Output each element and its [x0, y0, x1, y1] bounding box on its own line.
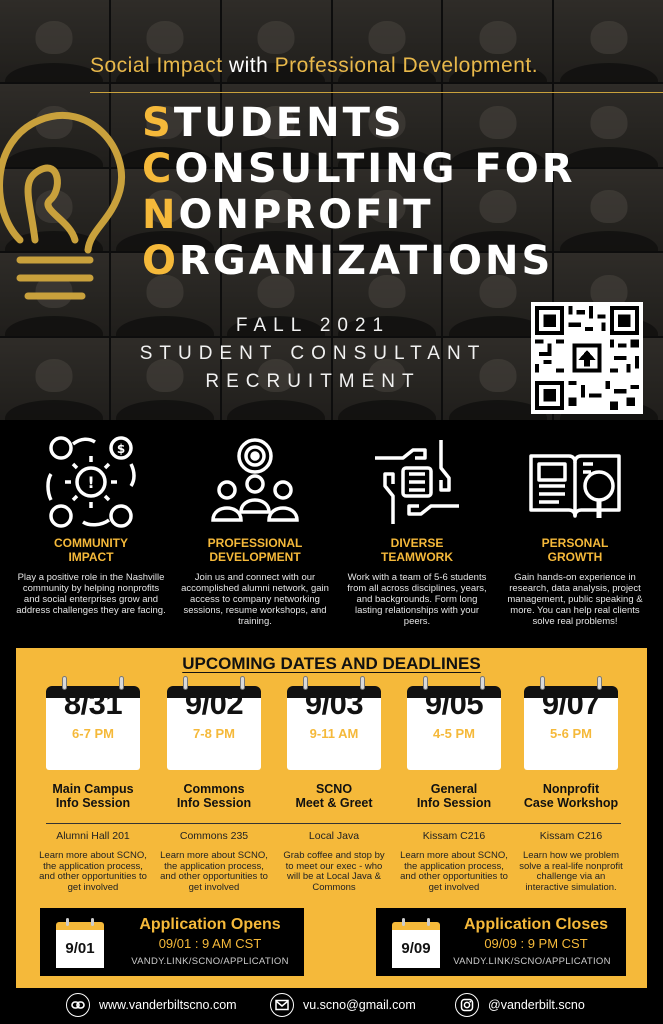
- calendar-icon: [56, 918, 104, 968]
- instagram-icon: [455, 993, 479, 1017]
- event-location: Kissam C216: [539, 830, 603, 842]
- event-description: Learn more about SCNO, the application process, and other opportunities to get involved: [39, 850, 147, 893]
- application-open-time: 09/01 : 9 AM CST: [158, 936, 262, 951]
- qr-code[interactable]: [531, 302, 643, 414]
- teamwork-hands-icon: [369, 434, 465, 530]
- event-name: [34, 782, 152, 810]
- event-name-line: Nonprofit: [542, 782, 600, 796]
- feature-title-line: DEVELOPMENT: [209, 550, 301, 564]
- calendar-icon: [287, 680, 381, 770]
- recruitment-term: FALL 2021: [235, 315, 391, 336]
- event-name-line: Main Campus: [52, 782, 134, 796]
- feature-professional-development: [180, 434, 330, 627]
- dates-section: [16, 648, 647, 988]
- title-initial: S: [142, 100, 174, 146]
- calendar-icon: [167, 680, 261, 770]
- event-location: Alumni Hall 201: [56, 830, 130, 842]
- event-location: Kissam C216: [422, 830, 486, 842]
- event-card: [395, 680, 513, 810]
- calendar-icon: [524, 680, 618, 770]
- event-name-line: Info Session: [176, 796, 252, 810]
- hero-banner: [0, 0, 663, 420]
- title-line: [142, 100, 662, 146]
- event-date: 9/02: [184, 686, 244, 721]
- feature-title-line: PROFESSIONAL: [207, 536, 303, 550]
- title-line: [142, 192, 662, 238]
- event-name: [275, 782, 393, 810]
- event-description: Learn how we problem solve a real-life nonprofit challenge via an interactive simulation.: [519, 850, 623, 893]
- event-description: Learn more about SCNO, the application process, and other opportunities to get involved: [400, 850, 508, 893]
- title-rest: ONSULTING FOR: [174, 146, 576, 192]
- community-gear-icon: [43, 434, 139, 530]
- title-line: [142, 238, 662, 284]
- dates-title: UPCOMING DATES AND DEADLINES: [182, 654, 481, 673]
- book-magnifier-icon: [527, 434, 623, 530]
- event-time: 7-8 PM: [193, 726, 235, 741]
- feature-title-line: TEAMWORK: [381, 550, 453, 564]
- application-open-day: 9/01: [65, 940, 95, 957]
- svg-text:!: !: [87, 473, 95, 492]
- feature-title-line: DIVERSE: [390, 536, 444, 550]
- event-date: 9/05: [424, 686, 484, 721]
- calendar-icon: [392, 918, 440, 968]
- event-name-line: Info Session: [416, 796, 492, 810]
- event-name-line: Case Workshop: [523, 796, 619, 810]
- application-opens-box: [40, 908, 304, 976]
- event-card: [275, 680, 393, 810]
- mail-icon: [270, 993, 294, 1017]
- event-name: [512, 782, 630, 810]
- title-line: [142, 146, 662, 192]
- features-section: [0, 420, 663, 648]
- website-contact[interactable]: [66, 992, 237, 1018]
- recruitment-role: STUDENT CONSULTANT: [139, 343, 487, 364]
- feature-title-line: GROWTH: [547, 550, 603, 564]
- recruitment-heading: [108, 312, 518, 396]
- event-name: [155, 782, 273, 810]
- event-description: Learn more about SCNO, the application process, and other opportunities to get involved: [160, 850, 268, 893]
- feature-title-line: PERSONAL: [541, 536, 609, 550]
- tagline: [90, 54, 660, 78]
- feature-community-impact: [16, 434, 166, 616]
- feature-description: Play a positive role in the Nashville community by helping nonprofits and social enterprises grow and address challenges they are facing.: [16, 572, 166, 616]
- event-card: [155, 680, 273, 810]
- tagline-divider: [90, 92, 663, 93]
- title-initial: N: [142, 192, 179, 238]
- feature-personal-growth: [500, 434, 650, 627]
- event-name-line: SCNO: [315, 782, 353, 796]
- title-rest: RGANIZATIONS: [179, 238, 554, 284]
- event-location: Commons 235: [179, 830, 249, 842]
- tagline-professional-development: Professional Development.: [274, 54, 539, 77]
- recruitment-label: RECRUITMENT: [205, 371, 421, 392]
- link-icon: [66, 993, 90, 1017]
- title-initial: C: [142, 146, 175, 192]
- feature-title-line: IMPACT: [68, 550, 114, 564]
- application-close-day: 9/09: [401, 940, 431, 957]
- feature-title: [342, 536, 492, 564]
- feature-description: Work with a team of 5-6 students from all across disciplines, years, and backgrounds. Form long lasting relationships with your peers.: [347, 572, 487, 627]
- title-rest: TUDENTS: [173, 100, 405, 146]
- event-name: [395, 782, 513, 810]
- event-name-line: Meet & Greet: [295, 796, 373, 810]
- event-name-line: Info Session: [55, 796, 131, 810]
- instagram-link[interactable]: @vanderbilt.scno: [488, 998, 585, 1012]
- application-closes-box: [376, 908, 626, 976]
- website-link[interactable]: www.vanderbiltscno.com: [99, 998, 237, 1012]
- tagline-social-impact: Social Impact: [90, 54, 223, 77]
- application-open-title: Application Opens: [139, 916, 281, 933]
- feature-title-line: COMMUNITY: [54, 536, 128, 550]
- page-title: [142, 100, 662, 284]
- event-time: 4-5 PM: [433, 726, 475, 741]
- event-name-line: General: [430, 782, 478, 796]
- email-link[interactable]: vu.scno@gmail.com: [303, 998, 416, 1012]
- event-location: Local Java: [308, 830, 360, 842]
- feature-description: Gain hands-on experience in research, data analysis, project management, public speaking & more. You can help real clients solve real problems!: [507, 572, 643, 627]
- event-card: [512, 680, 630, 810]
- event-time: 6-7 PM: [72, 726, 114, 741]
- calendar-icon: [407, 680, 501, 770]
- svg-text:$: $: [116, 442, 126, 456]
- event-date: 9/03: [304, 686, 364, 721]
- application-close-time: 09/09 : 9 PM CST: [484, 936, 588, 951]
- calendar-icon: [46, 680, 140, 770]
- lightbulb-icon: [0, 90, 130, 320]
- title-initial: O: [142, 238, 180, 284]
- feature-title: [500, 536, 650, 564]
- application-link[interactable]: VANDY.LINK/SCNO/APPLICATION: [131, 956, 289, 967]
- instagram-contact[interactable]: [455, 992, 585, 1018]
- tagline-with: with: [222, 54, 275, 77]
- event-name-line: Commons: [183, 782, 245, 796]
- event-time: 5-6 PM: [550, 726, 592, 741]
- event-date: 8/31: [63, 686, 123, 721]
- event-card: [34, 680, 152, 810]
- feature-title: [180, 536, 330, 564]
- professional-network-icon: [207, 434, 303, 530]
- title-rest: ONPROFIT: [178, 192, 434, 238]
- application-close-title: Application Closes: [463, 916, 609, 933]
- feature-diverse-teamwork: [342, 434, 492, 627]
- email-contact[interactable]: [270, 992, 416, 1018]
- application-link[interactable]: VANDY.LINK/SCNO/APPLICATION: [453, 956, 611, 967]
- feature-description: Join us and connect with our accomplished alumni network, gain access to company networking sessions, resume workshops, and training.: [181, 572, 329, 627]
- event-time: 9-11 AM: [309, 726, 359, 741]
- footer: [0, 988, 663, 1024]
- event-description: Grab coffee and stop by to meet our exec - who will be at Local Java & Commons: [283, 850, 385, 893]
- event-date: 9/07: [541, 686, 601, 721]
- feature-title: [16, 536, 166, 564]
- events-divider: [46, 823, 621, 824]
